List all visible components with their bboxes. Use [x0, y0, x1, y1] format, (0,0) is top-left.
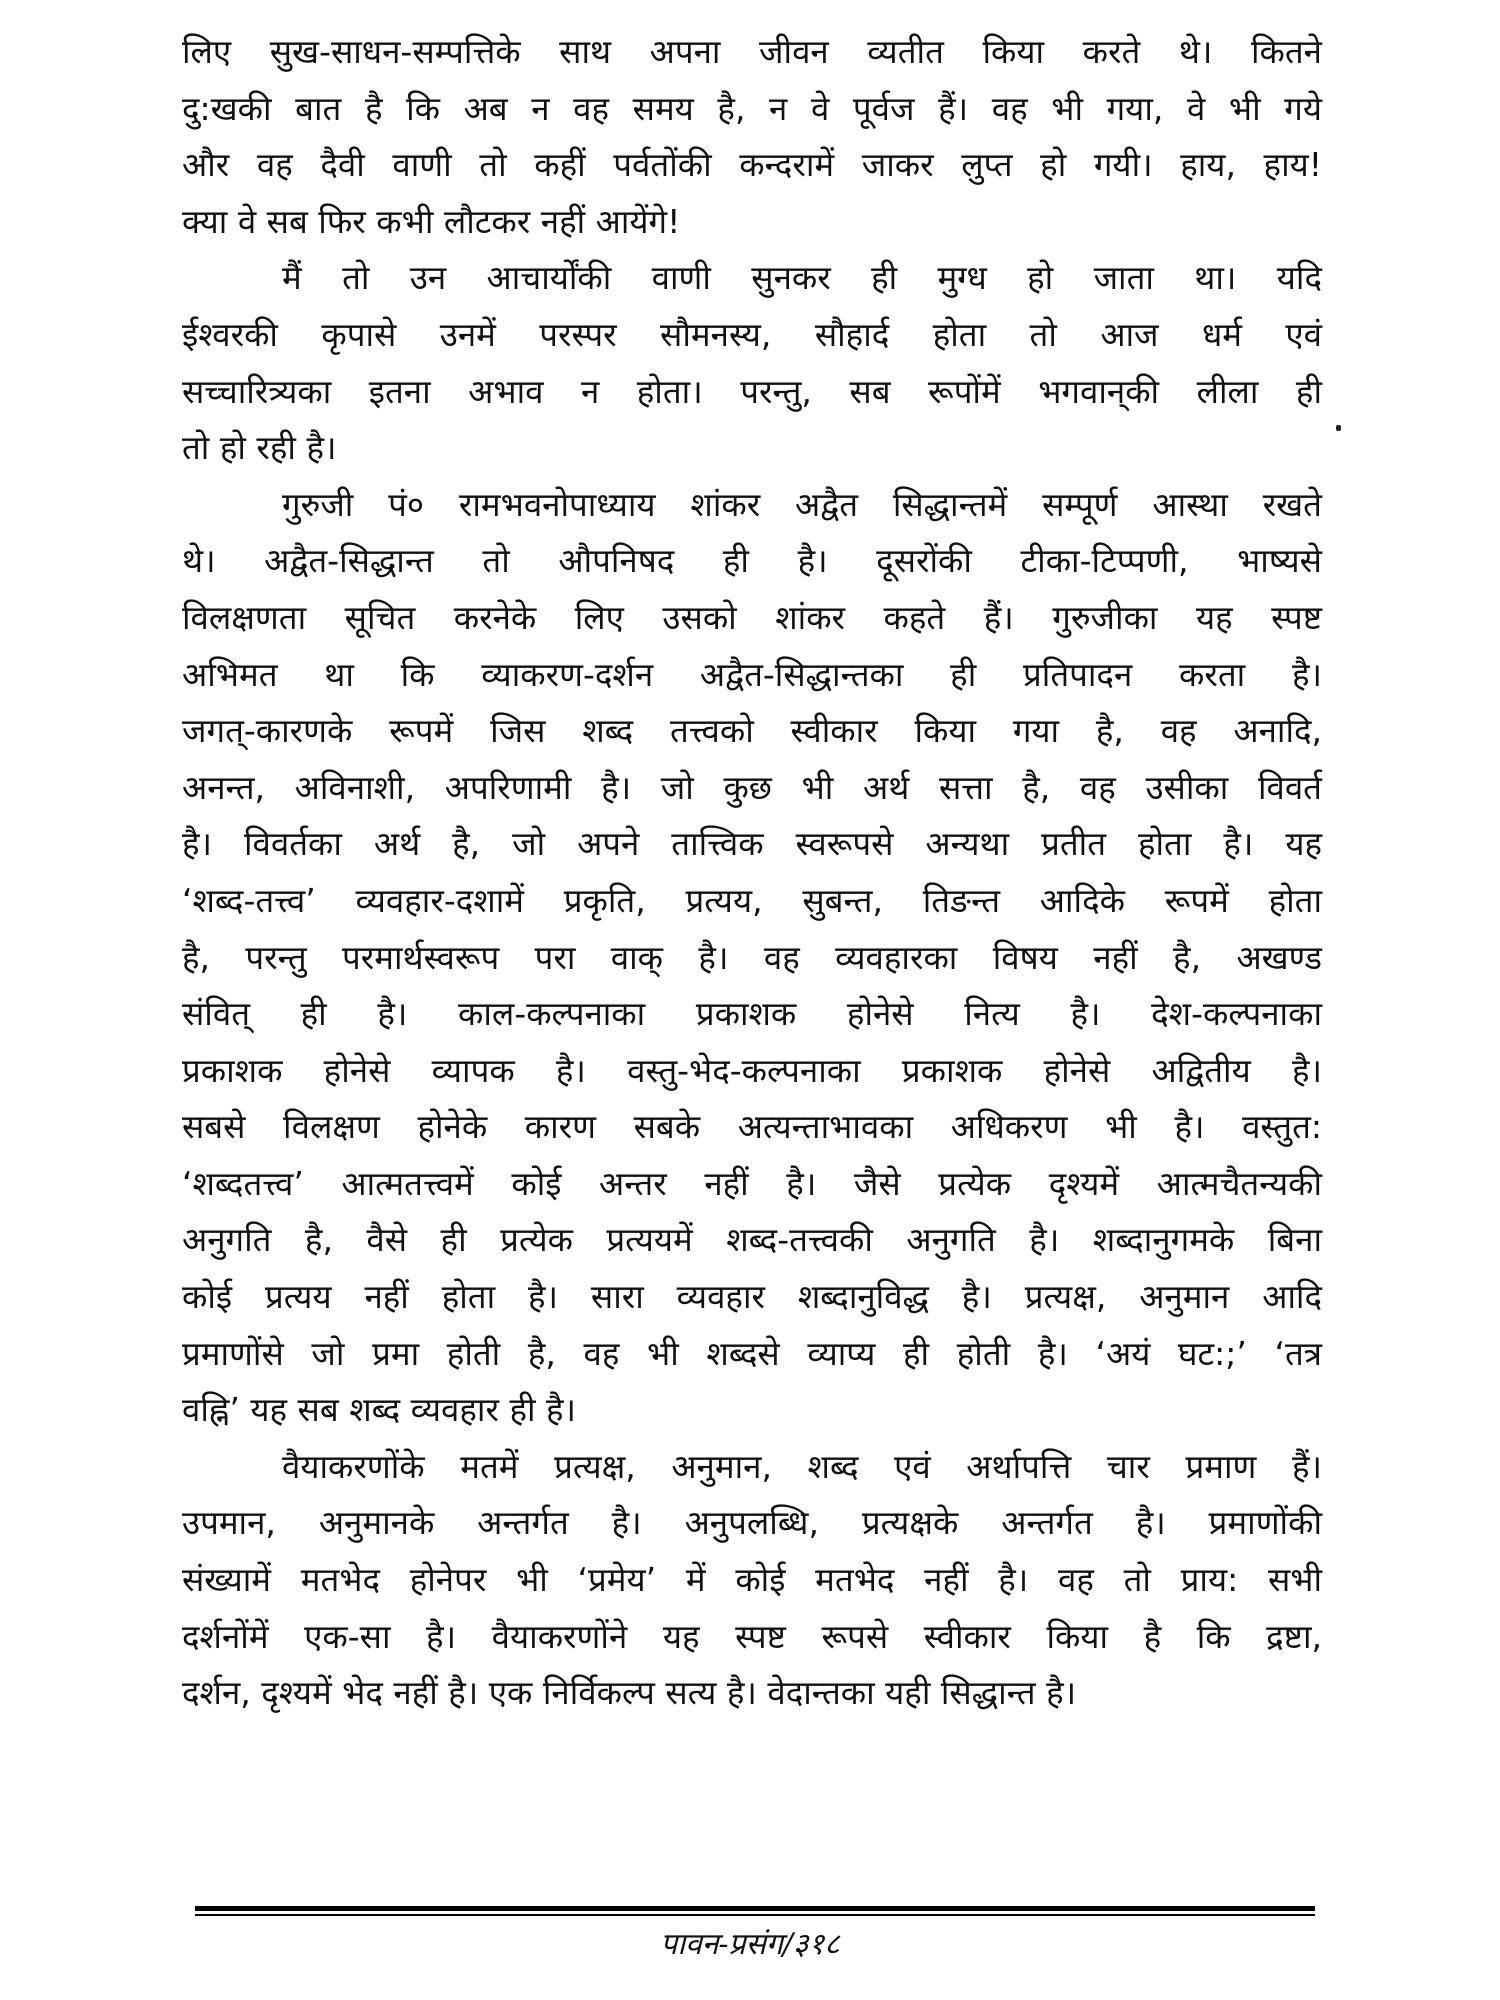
text-line: क्या वे सब फिर कभी लौटकर नहीं आयेंगे!	[182, 201, 681, 241]
text-line: ईश्वरकी कृपासे उनमें परस्पर सौमनस्य, सौहार्द होता तो आज धर्म एवं	[182, 314, 1322, 354]
text-line: सबसे विलक्षण होनेके कारण सबके अत्यन्ताभावका अधिकरण भी है। वस्तुत:	[182, 1107, 1322, 1147]
paragraph	[182, 477, 1322, 1439]
text-line: विलक्षणता सूचित करनेके लिए उसको शांकर कहते हैं। गुरुजीका यह स्पष्ट	[182, 597, 1322, 637]
text-line: अनन्त, अविनाशी, अपरिणामी है। जो कुछ भी अर्थ सत्ता है, वह उसीका विवर्त	[182, 767, 1322, 807]
text-line: ‘शब्दतत्त्व’ आत्मतत्त्वमें कोई अन्तर नहीं है। जैसे प्रत्येक दृश्यमें आत्मचैतन्यकी	[182, 1163, 1322, 1203]
text-line: है, परन्तु परमार्थस्वरूप परा वाक् है। वह व्यवहारका विषय नहीं है, अखण्ड	[182, 937, 1322, 977]
body-text	[182, 24, 1322, 1722]
text-line: वह्नि’ यह सब शब्द व्यवहार ही है।	[182, 1390, 577, 1430]
text-line: उपमान, अनुमानके अन्तर्गत है। अनुपलब्धि, प्रत्यक्षके अन्तर्गत है। प्रमाणोंकी	[182, 1503, 1322, 1543]
text-line: संख्यामें मतभेद होनेपर भी ‘प्रमेय’ में कोई मतभेद नहीं है। वह तो प्राय: सभी	[182, 1560, 1322, 1600]
text-line: दु:खकी बात है कि अब न वह समय है, न वे पूर्वज हैं। वह भी गया, वे भी गये	[182, 88, 1322, 128]
text-line: गुरुजी पं० रामभवनोपाध्याय शांकर अद्वैत सिद्धान्तमें सम्पूर्ण आस्था रखते	[282, 484, 1322, 524]
text-line: है। विवर्तका अर्थ है, जो अपने तात्त्विक स्वरूपसे अन्यथा प्रतीत होता है। यह	[182, 824, 1322, 864]
text-line: और वह दैवी वाणी तो कहीं पर्वतोंकी कन्दरामें जाकर लुप्त हो गयी। हाय, हाय!	[182, 145, 1322, 185]
text-line: प्रकाशक होनेसे व्यापक है। वस्तु-भेद-कल्पनाका प्रकाशक होनेसे अद्वितीय है।	[182, 1050, 1322, 1090]
text-line: दर्शनोंमें एक-सा है। वैयाकरणोंने यह स्पष्ट रूपसे स्वीकार किया है कि द्रष्टा,	[182, 1616, 1322, 1656]
paragraph	[182, 1439, 1322, 1722]
text-line: थे। अद्वैत-सिद्धान्त तो औपनिषद ही है। दूसरोंकी टीका-टिप्पणी, भाष्यसे	[182, 541, 1322, 581]
text-line: लिए सुख-साधन-सम्पत्तिके साथ अपना जीवन व्यतीत किया करते थे। कितने	[182, 32, 1322, 71]
page-footer: पावन-प्रसंग/३१८	[660, 1927, 840, 1962]
footer-rule-thick	[195, 1906, 1315, 1911]
text-line: संवित् ही है। काल-कल्पनाका प्रकाशक होनेसे नित्य है। देश-कल्पनाका	[182, 994, 1322, 1034]
text-line: दर्शन, दृश्यमें भेद नहीं है। एक निर्विकल्प सत्य है। वेदान्तका यही सिद्धान्त है।	[182, 1673, 1077, 1713]
text-line: अभिमत था कि व्याकरण-दर्शन अद्वैत-सिद्धान्तका ही प्रतिपादन करता है।	[182, 654, 1322, 694]
footer-rule-thin	[195, 1914, 1315, 1916]
text-line: अनुगति है, वैसे ही प्रत्येक प्रत्ययमें शब्द-तत्त्वकी अनुगति है। शब्दानुगमके बिना	[182, 1220, 1322, 1260]
paragraph	[182, 250, 1322, 476]
text-line: मैं तो उन आचार्योंकी वाणी सुनकर ही मुग्ध हो जाता था। यदि	[282, 258, 1322, 298]
stray-print-mark	[1336, 425, 1341, 431]
paragraph	[182, 24, 1322, 250]
text-line: कोई प्रत्यय नहीं होता है। सारा व्यवहार शब्दानुविद्ध है। प्रत्यक्ष, अनुमान आदि	[182, 1277, 1322, 1317]
text-line: जगत्-कारणके रूपमें जिस शब्द तत्त्वको स्वीकार किया गया है, वह अनादि,	[182, 711, 1322, 751]
text-line: ‘शब्द-तत्त्व’ व्यवहार-दशामें प्रकृति, प्रत्यय, सुबन्त, तिङन्त आदिके रूपमें होता	[182, 880, 1322, 920]
text-line: प्रमाणोंसे जो प्रमा होती है, वह भी शब्दसे व्याप्य ही होती है। ‘अयं घट:;’ ‘तत्र	[182, 1333, 1322, 1373]
text-line: सच्चारित्र्यका इतना अभाव न होता। परन्तु, सब रूपोंमें भगवान्‌की लीला ही	[182, 371, 1322, 411]
text-line: तो हो रही है।	[182, 428, 337, 468]
text-line: वैयाकरणोंके मतमें प्रत्यक्ष, अनुमान, शब्द एवं अर्थापत्ति चार प्रमाण हैं।	[282, 1446, 1322, 1486]
